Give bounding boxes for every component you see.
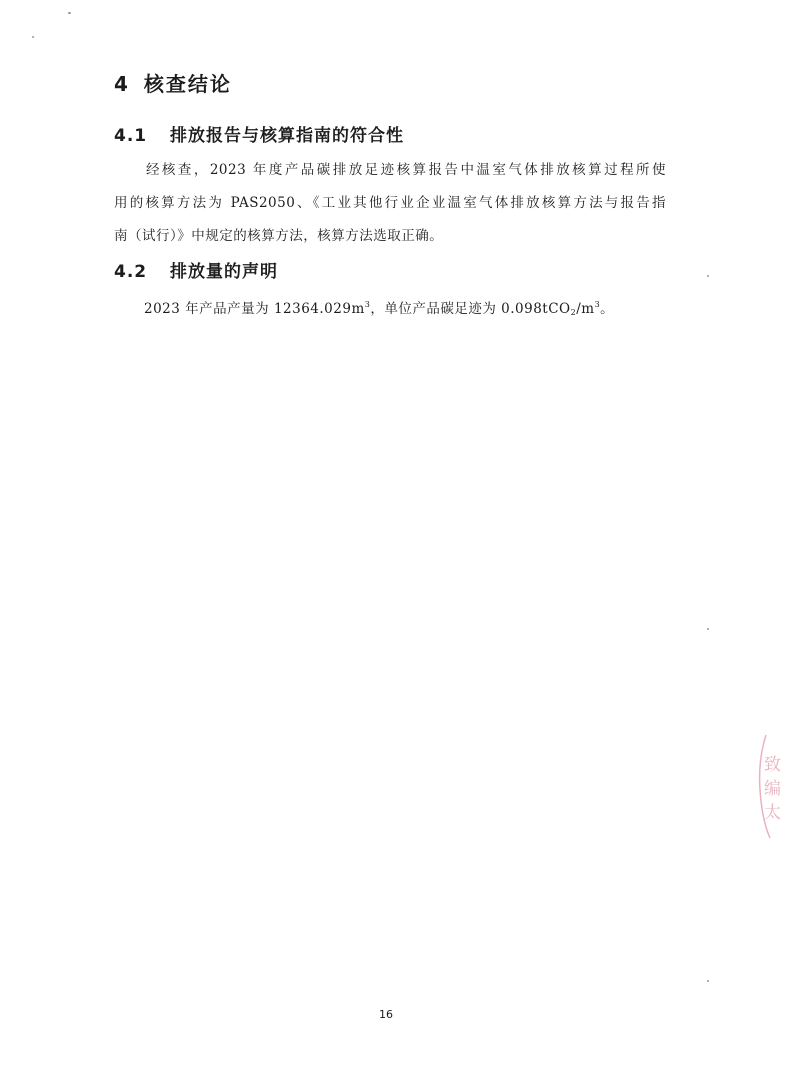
conformity-paragraph xyxy=(114,154,666,253)
subsection-heading-4-2 xyxy=(114,257,278,282)
scan-speck xyxy=(707,275,709,277)
stamp-char: 致 xyxy=(764,755,781,775)
scan-speck xyxy=(707,980,709,982)
subsection-heading-4-1 xyxy=(114,121,404,146)
paragraph-line: 经核查，2023 年度产品碳排放足迹核算报告中温室气体排放核算过程所使 xyxy=(144,162,666,178)
page-number: 16 xyxy=(379,1008,393,1021)
emission-statement: 2023 年产品产量为 $12364.029m^3$，单位产品碳足迹为 $0.098tCO_2/m^3$。 xyxy=(144,300,615,317)
seal-stamp xyxy=(752,730,812,840)
scan-speck xyxy=(68,12,71,14)
stamp-char: 编 xyxy=(764,779,781,799)
section-heading xyxy=(114,68,232,97)
scan-speck xyxy=(32,36,34,38)
subsection-title: 排放量的声明 xyxy=(170,262,278,282)
section-number: 4 xyxy=(114,72,130,96)
paragraph-line: 南（试行）》中规定的核算方法，核算方法选取正确。 xyxy=(114,228,444,244)
subsection-number: 4.2 xyxy=(114,262,148,282)
paragraph-line: 用的核算方法为 PAS2050、《工业其他行业企业温室气体排放核算方法与报告指 xyxy=(114,195,666,211)
subsection-number: 4.1 xyxy=(114,126,148,146)
section-title: 核查结论 xyxy=(143,72,232,96)
stamp-char: 太 xyxy=(764,803,781,823)
subsection-title: 排放报告与核算指南的符合性 xyxy=(170,126,404,146)
scan-speck xyxy=(707,628,709,630)
